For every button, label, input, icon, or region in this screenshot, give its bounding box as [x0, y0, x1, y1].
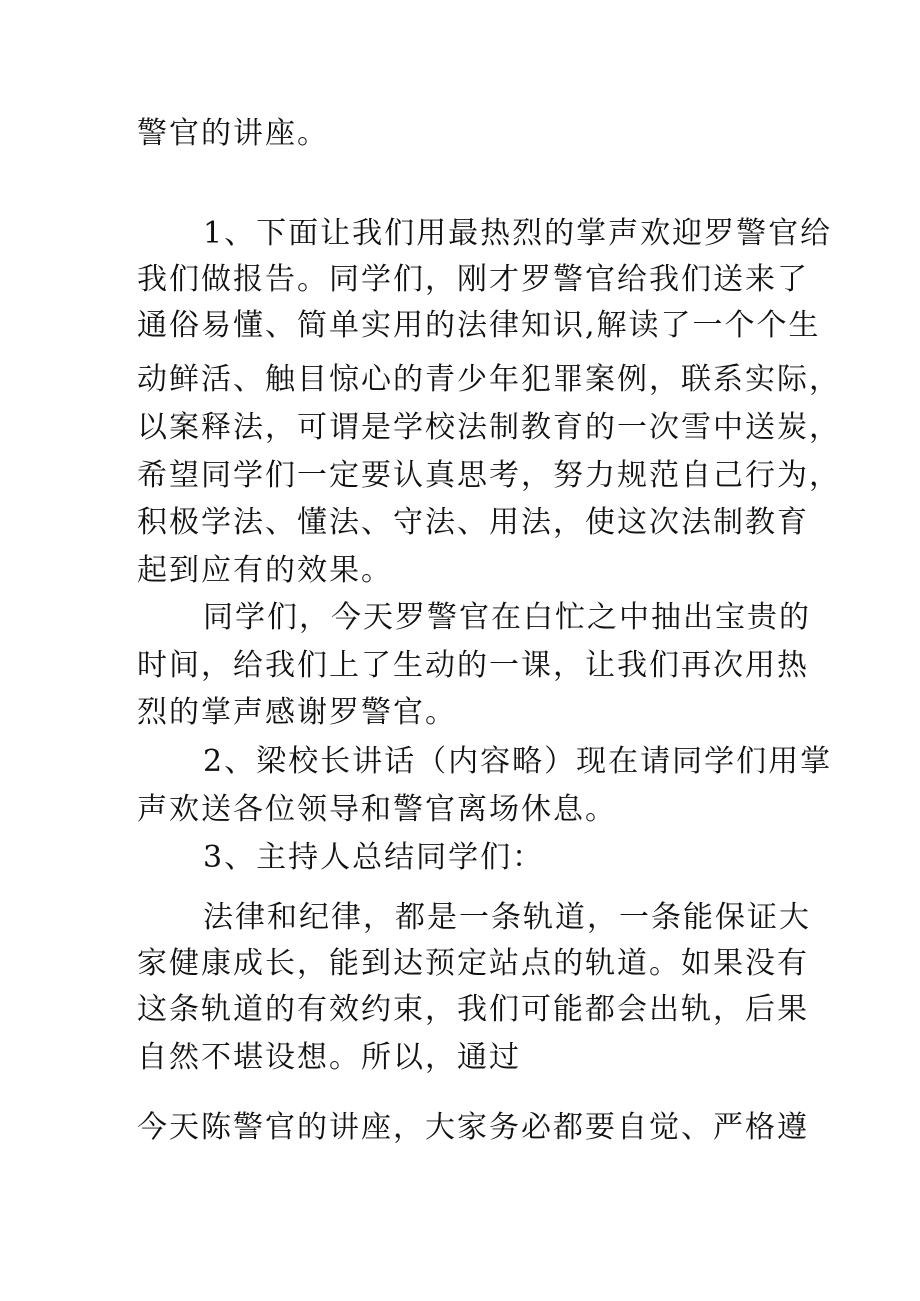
text-line: 3、主持人总结同学们：: [203, 840, 545, 875]
text-line: 警官的讲座。: [137, 116, 329, 151]
text-line: 法律和纪律，都是一条轨道，一条能保证大: [203, 900, 811, 935]
text-line: 这条轨道的有效约束，我们可能都会出轨，后果: [137, 992, 809, 1027]
text-line: 通俗易懂、简单实用的法律知识,解读了一个个生: [137, 308, 821, 343]
text-line: 动鲜活、触目惊心的青少年犯罪案例，联系实际，: [137, 362, 841, 397]
text-line: 我们做报告。同学们，刚才罗警官给我们送来了: [137, 262, 809, 297]
text-line: 起到应有的效果。: [137, 553, 393, 588]
text-line: 2、梁校长讲话（内容略）现在请同学们用掌: [203, 744, 833, 779]
text-line: 家健康成长，能到达预定站点的轨道。如果没有: [137, 946, 809, 981]
text-line: 以案释法，可谓是学校法制教育的一次雪中送炭，: [137, 410, 841, 445]
text-line: 积极学法、懂法、守法、用法，使这次法制教育: [137, 505, 809, 540]
text-line: 今天陈警官的讲座，大家务必都要自觉、严格遵: [137, 1110, 809, 1145]
text-line: 时间，给我们上了生动的一课，让我们再次用热: [137, 648, 809, 683]
text-line: 声欢送各位领导和警官离场休息。: [137, 792, 617, 827]
text-line: 1、下面让我们用最热烈的掌声欢迎罗警官给: [203, 216, 833, 251]
text-line: 自然不堪设想。所以，通过: [137, 1040, 521, 1075]
text-line: 同学们，今天罗警官在白忙之中抽出宝贵的: [203, 600, 811, 635]
text-line: 希望同学们一定要认真思考，努力规范自己行为，: [137, 458, 841, 493]
text-line: 烈的掌声感谢罗警官。: [137, 695, 457, 730]
